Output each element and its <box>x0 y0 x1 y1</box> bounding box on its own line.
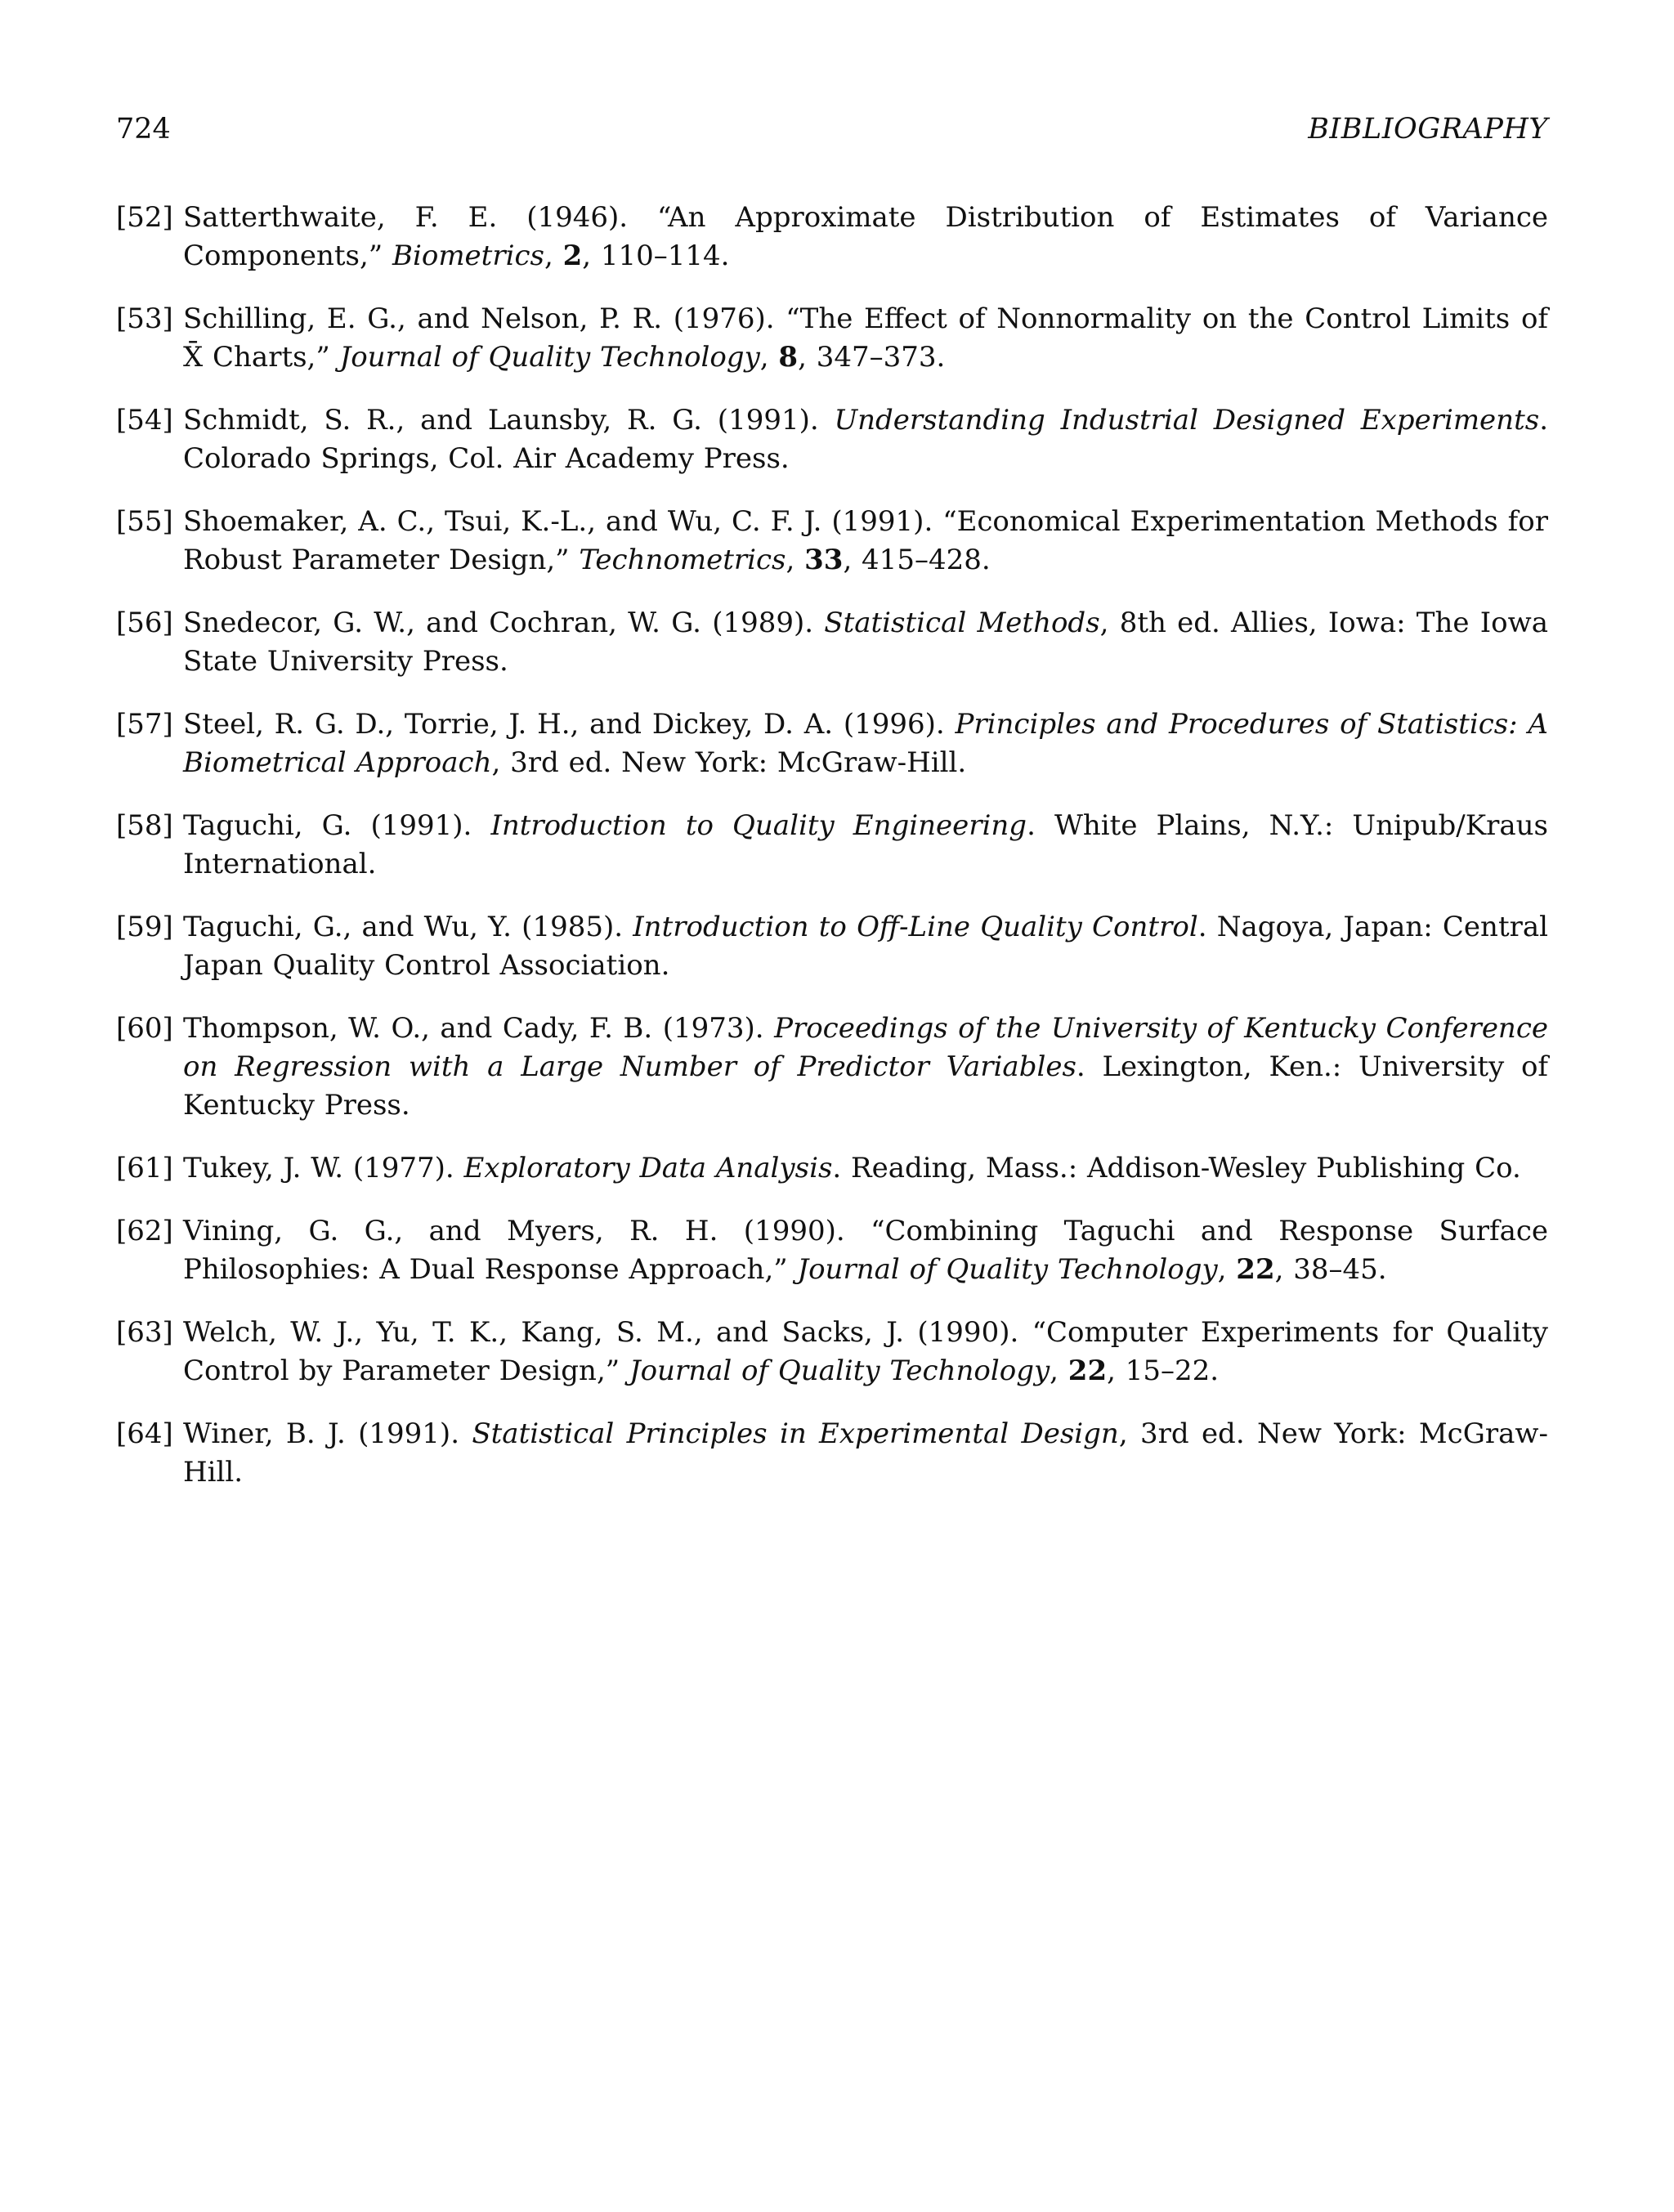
entry-number: [62] <box>116 1215 173 1247</box>
entry-title-italic: Introduction to Off-Line Quality Control <box>633 911 1198 943</box>
entry-text-run: Shoemaker, A. C., Tsui, K.-L., and Wu, C. F. J. (1991). “Economical Experimentation Methods for Robust Parameter Design,” <box>183 505 1548 576</box>
entry-text <box>183 1152 1521 1184</box>
entry-title-italic: Statistical Principles in Experimental Design <box>472 1417 1119 1450</box>
entry-text-run: , <box>544 240 563 272</box>
entry-number: [56] <box>116 607 173 639</box>
entry-number: [59] <box>116 911 173 943</box>
entry-text-run: , 347–373. <box>798 341 946 374</box>
entry-volume-bold: 22 <box>1236 1253 1275 1286</box>
bibliography-entry <box>116 1415 1548 1492</box>
entry-text <box>183 404 1548 475</box>
bibliography-entry <box>116 604 1548 681</box>
entry-text <box>183 708 1548 779</box>
entry-number: [60] <box>116 1012 173 1045</box>
entry-text-run: , 3rd ed. New York: McGraw-Hill. <box>183 1417 1548 1489</box>
entry-text-run: . Reading, Mass.: Addison-Wesley Publishing Co. <box>832 1152 1521 1184</box>
entry-title-italic: Understanding Industrial Designed Experiments <box>834 404 1540 437</box>
entry-number: [63] <box>116 1316 173 1349</box>
page-number: 724 <box>116 113 171 146</box>
bibliography-entry <box>116 1010 1548 1125</box>
bibliography-entry <box>116 807 1548 884</box>
entry-volume-bold: 22 <box>1068 1355 1108 1387</box>
entry-title-italic: Journal of Quality Technology <box>339 341 760 374</box>
bibliography-entry <box>116 908 1548 985</box>
entry-text <box>183 302 1548 374</box>
entry-text-run: Satterthwaite, F. E. (1946). “An Approximate Distribution of Estimates of Variance Components,” <box>183 201 1548 272</box>
entry-number: [57] <box>116 708 173 741</box>
bibliography-entry <box>116 401 1548 478</box>
bibliography-list <box>116 199 1548 1516</box>
entry-text-run: Taguchi, G. (1991). <box>183 809 491 842</box>
entry-text-run: , 38–45. <box>1274 1253 1387 1286</box>
entry-title-italic: Journal of Quality Technology <box>629 1355 1050 1387</box>
entry-number: [58] <box>116 809 173 842</box>
entry-title-italic: Introduction to Quality Engineering <box>490 809 1027 842</box>
entry-text-run: Schilling, E. G., and Nelson, P. R. (1976). “The Effect of Nonnormality on the Control Limits of X̄ Charts,” <box>183 302 1548 374</box>
entry-title-italic: Proceedings of the University of Kentucky Conference on Regression with a Large Number of Predictor Variables <box>183 1012 1548 1083</box>
page-header <box>116 111 1548 147</box>
bibliography-entry <box>116 503 1548 580</box>
entry-title-italic: Principles and Procedures of Statistics: A Biometrical Approach <box>183 708 1548 779</box>
entry-number: [53] <box>116 302 173 335</box>
entry-number: [55] <box>116 505 173 538</box>
entry-text-run: Snedecor, G. W., and Cochran, W. G. (1989). <box>183 607 825 639</box>
entry-title-italic: Technometrics <box>579 544 786 576</box>
entry-text-run: , 110–114. <box>582 240 730 272</box>
bibliography-entry <box>116 300 1548 377</box>
entry-number: [64] <box>116 1417 173 1450</box>
entry-text-run: Taguchi, G., and Wu, Y. (1985). <box>183 911 633 943</box>
entry-text-run: . Lexington, Ken.: University of Kentucky Press. <box>183 1050 1549 1122</box>
bibliography-entry <box>116 199 1548 275</box>
entry-text-run: , 8th ed. Allies, Iowa: The Iowa State University Press. <box>183 607 1549 678</box>
entry-text-run: Steel, R. G. D., Torrie, J. H., and Dickey, D. A. (1996). <box>183 708 956 741</box>
entry-number: [61] <box>116 1152 173 1184</box>
entry-volume-bold: 2 <box>562 240 583 272</box>
entry-text <box>183 911 1548 982</box>
entry-text-run: , 3rd ed. New York: McGraw-Hill. <box>491 746 967 779</box>
entry-text-run: Tukey, J. W. (1977). <box>183 1152 464 1184</box>
bibliography-entry <box>116 705 1548 782</box>
entry-text-run: Schmidt, S. R., and Launsby, R. G. (1991). <box>183 404 835 437</box>
entry-text-run: , <box>786 544 805 576</box>
entry-text <box>183 607 1548 678</box>
entry-number: [52] <box>116 201 173 234</box>
entry-volume-bold: 33 <box>804 544 844 576</box>
entry-text-run: , <box>1050 1355 1068 1387</box>
entry-text-run: Winer, B. J. (1991). <box>183 1417 472 1450</box>
entry-text-run: . Nagoya, Japan: Central Japan Quality Control Association. <box>183 911 1549 982</box>
entry-text-run: , <box>1217 1253 1237 1286</box>
entry-text-run: Vining, G. G., and Myers, R. H. (1990). “Combining Taguchi and Response Surface Philosophies: A Dual Response Approach,” <box>183 1215 1548 1286</box>
entry-volume-bold: 8 <box>778 341 799 374</box>
entry-text <box>183 505 1548 576</box>
entry-text <box>183 201 1548 272</box>
entry-title-italic: Biometrics <box>392 240 544 272</box>
entry-text <box>183 1215 1548 1286</box>
entry-text <box>183 1012 1548 1122</box>
running-head: BIBLIOGRAPHY <box>1308 113 1548 146</box>
entry-number: [54] <box>116 404 173 437</box>
entry-text-run: , 15–22. <box>1107 1355 1220 1387</box>
bibliography-entry <box>116 1149 1548 1188</box>
entry-title-italic: Statistical Methods <box>824 607 1100 639</box>
entry-text-run: Thompson, W. O., and Cady, F. B. (1973). <box>183 1012 775 1045</box>
entry-text <box>183 809 1548 880</box>
bibliography-entry <box>116 1212 1548 1289</box>
entry-text-run: , <box>759 341 779 374</box>
entry-text-run: Welch, W. J., Yu, T. K., Kang, S. M., and Sacks, J. (1990). “Computer Experiments for Quality Control by Parameter Design,” <box>183 1316 1548 1387</box>
entry-text <box>183 1417 1548 1489</box>
entry-title-italic: Journal of Quality Technology <box>797 1253 1218 1286</box>
entry-title-italic: Exploratory Data Analysis <box>463 1152 833 1184</box>
entry-text-run: . Colorado Springs, Col. Air Academy Press. <box>183 404 1548 475</box>
entry-text-run: . White Plains, N.Y.: Unipub/Kraus International. <box>183 809 1548 880</box>
entry-text <box>183 1316 1548 1387</box>
bibliography-entry <box>116 1314 1548 1390</box>
entry-text-run: , 415–428. <box>843 544 991 576</box>
